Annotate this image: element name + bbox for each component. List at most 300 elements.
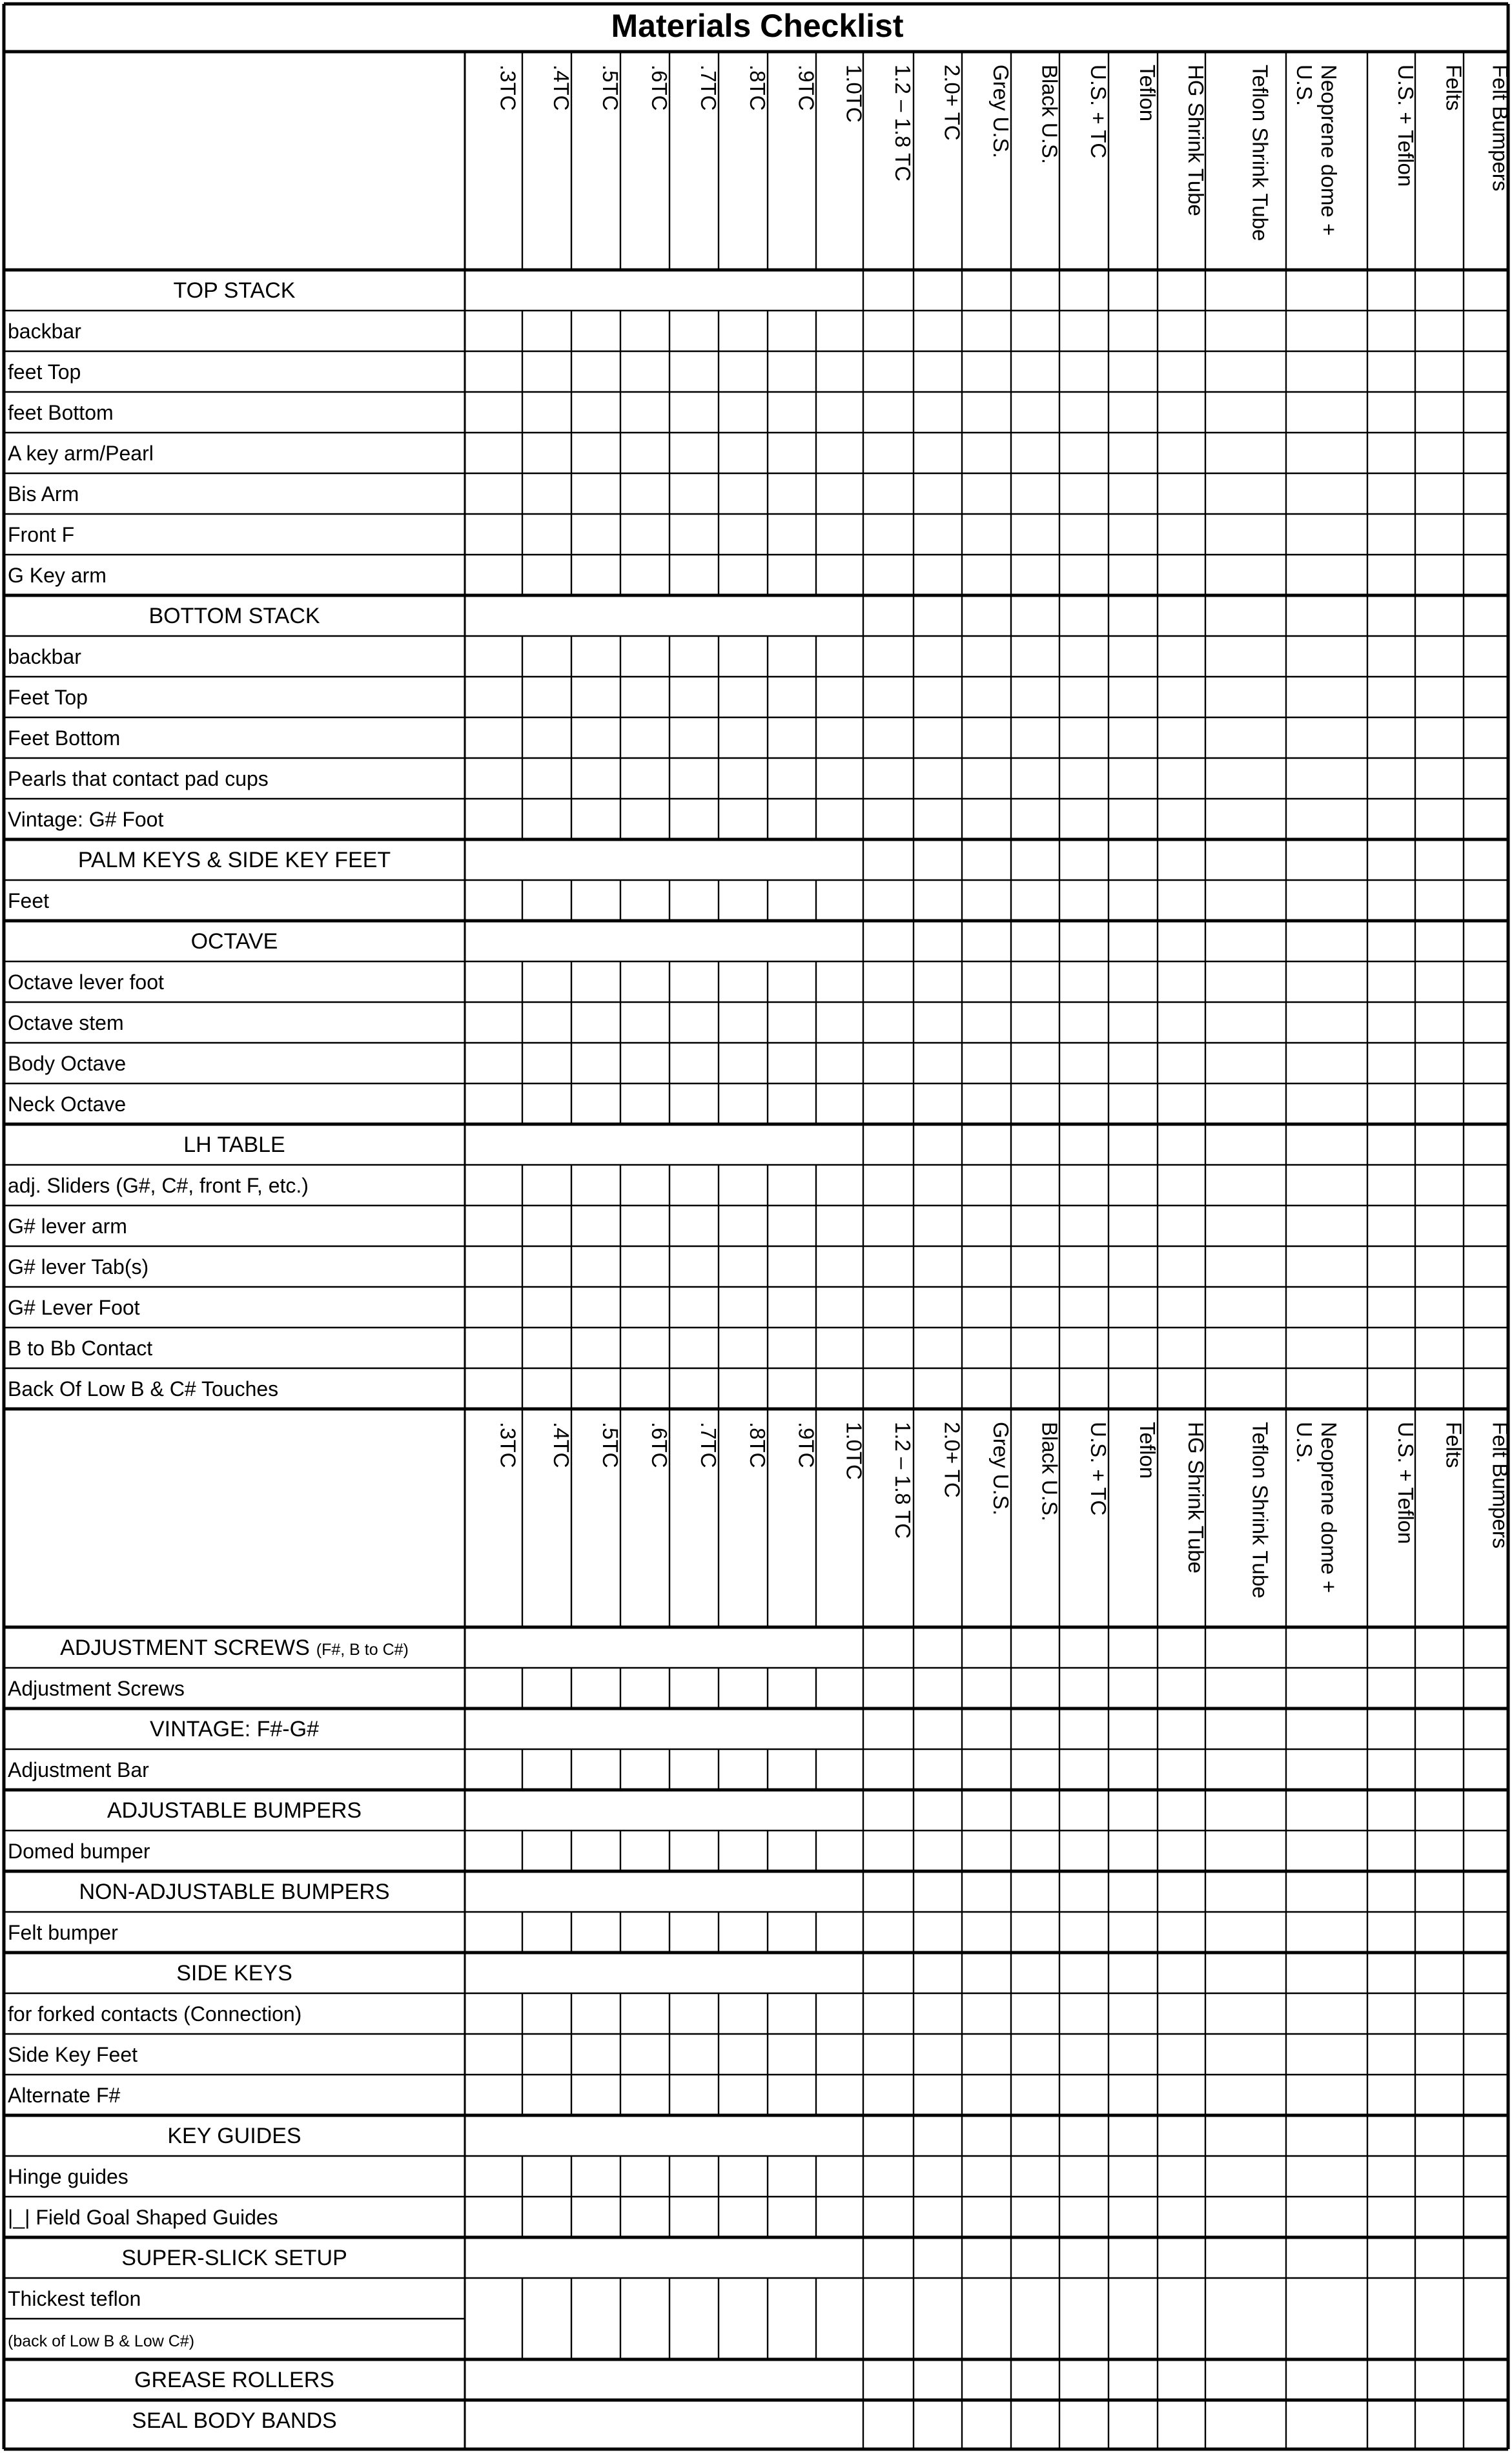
checklist-cell[interactable] (1465, 2279, 1507, 2358)
checklist-cell[interactable] (1416, 1247, 1462, 1286)
checklist-cell[interactable] (817, 678, 862, 716)
checklist-cell[interactable] (1110, 312, 1156, 350)
checklist-cell[interactable] (1207, 1832, 1285, 1870)
checklist-cell[interactable] (1465, 475, 1507, 513)
checklist-cell[interactable] (622, 800, 668, 838)
checklist-cell[interactable] (915, 2198, 961, 2236)
checklist-cell[interactable] (622, 1832, 668, 1870)
checklist-cell[interactable] (1465, 678, 1507, 716)
checklist-cell[interactable] (1287, 1750, 1366, 1789)
checklist-cell[interactable] (466, 1247, 521, 1286)
checklist-cell[interactable] (573, 434, 619, 472)
checklist-cell[interactable] (915, 1329, 961, 1367)
checklist-cell[interactable] (915, 881, 961, 919)
checklist-cell[interactable] (1287, 475, 1366, 513)
checklist-cell[interactable] (1207, 678, 1285, 716)
checklist-cell[interactable] (1416, 2035, 1462, 2073)
checklist-cell[interactable] (720, 963, 766, 1001)
checklist-cell[interactable] (1465, 1288, 1507, 1326)
checklist-cell[interactable] (915, 1288, 961, 1326)
checklist-cell[interactable] (466, 1288, 521, 1326)
checklist-cell[interactable] (622, 2035, 668, 2073)
checklist-cell[interactable] (573, 515, 619, 553)
checklist-cell[interactable] (622, 434, 668, 472)
checklist-cell[interactable] (1287, 759, 1366, 797)
checklist-cell[interactable] (1287, 963, 1366, 1001)
checklist-cell[interactable] (1369, 312, 1414, 350)
checklist-cell[interactable] (573, 2157, 619, 2195)
checklist-cell[interactable] (671, 1913, 717, 1951)
checklist-cell[interactable] (864, 1166, 912, 1204)
checklist-cell[interactable] (573, 678, 619, 716)
checklist-cell[interactable] (769, 1044, 815, 1082)
checklist-cell[interactable] (622, 719, 668, 757)
checklist-cell[interactable] (1287, 2157, 1366, 2195)
checklist-cell[interactable] (1369, 963, 1414, 1001)
checklist-cell[interactable] (864, 353, 912, 391)
checklist-cell[interactable] (864, 800, 912, 838)
checklist-cell[interactable] (817, 1288, 862, 1326)
checklist-cell[interactable] (817, 2198, 862, 2236)
checklist-cell[interactable] (1465, 1166, 1507, 1204)
checklist-cell[interactable] (1061, 515, 1107, 553)
checklist-cell[interactable] (1061, 434, 1107, 472)
checklist-cell[interactable] (1110, 353, 1156, 391)
checklist-cell[interactable] (864, 515, 912, 553)
checklist-cell[interactable] (1207, 2157, 1285, 2195)
checklist-cell[interactable] (1012, 2198, 1058, 2236)
checklist-cell[interactable] (864, 637, 912, 675)
checklist-cell[interactable] (720, 353, 766, 391)
checklist-cell[interactable] (1061, 1750, 1107, 1789)
checklist-cell[interactable] (1110, 2035, 1156, 2073)
checklist-cell[interactable] (769, 1370, 815, 1408)
checklist-cell[interactable] (720, 1750, 766, 1789)
checklist-cell[interactable] (466, 1913, 521, 1951)
checklist-cell[interactable] (963, 2035, 1010, 2073)
checklist-cell[interactable] (1369, 515, 1414, 553)
checklist-cell[interactable] (915, 2157, 961, 2195)
checklist-cell[interactable] (1207, 1669, 1285, 1707)
checklist-cell[interactable] (963, 1995, 1010, 2033)
checklist-cell[interactable] (524, 2198, 570, 2236)
checklist-cell[interactable] (1465, 1913, 1507, 1951)
checklist-cell[interactable] (720, 1995, 766, 2033)
checklist-cell[interactable] (769, 678, 815, 716)
checklist-cell[interactable] (769, 1166, 815, 1204)
checklist-cell[interactable] (1159, 2157, 1204, 2195)
checklist-cell[interactable] (671, 1044, 717, 1082)
checklist-cell[interactable] (1207, 881, 1285, 919)
checklist-cell[interactable] (1159, 719, 1204, 757)
checklist-cell[interactable] (817, 475, 862, 513)
checklist-cell[interactable] (864, 2279, 912, 2358)
checklist-cell[interactable] (671, 475, 717, 513)
checklist-cell[interactable] (622, 475, 668, 513)
checklist-cell[interactable] (1012, 1003, 1058, 1042)
checklist-cell[interactable] (1110, 2279, 1156, 2358)
checklist-cell[interactable] (1159, 556, 1204, 594)
checklist-cell[interactable] (1465, 1207, 1507, 1245)
checklist-cell[interactable] (1287, 1669, 1366, 1707)
checklist-cell[interactable] (1061, 393, 1107, 431)
checklist-cell[interactable] (720, 556, 766, 594)
checklist-cell[interactable] (864, 1044, 912, 1082)
checklist-cell[interactable] (1061, 1288, 1107, 1326)
checklist-cell[interactable] (466, 1832, 521, 1870)
checklist-cell[interactable] (1416, 2198, 1462, 2236)
checklist-cell[interactable] (1110, 1247, 1156, 1286)
checklist-cell[interactable] (1369, 2279, 1414, 2358)
checklist-cell[interactable] (1110, 1288, 1156, 1326)
checklist-cell[interactable] (524, 1995, 570, 2033)
checklist-cell[interactable] (769, 1207, 815, 1245)
checklist-cell[interactable] (1207, 2035, 1285, 2073)
checklist-cell[interactable] (769, 963, 815, 1001)
checklist-cell[interactable] (1207, 1750, 1285, 1789)
checklist-cell[interactable] (963, 1329, 1010, 1367)
checklist-cell[interactable] (573, 637, 619, 675)
checklist-cell[interactable] (817, 1166, 862, 1204)
checklist-cell[interactable] (1159, 2076, 1204, 2114)
checklist-cell[interactable] (963, 2157, 1010, 2195)
checklist-cell[interactable] (1416, 1669, 1462, 1707)
checklist-cell[interactable] (466, 1166, 521, 1204)
checklist-cell[interactable] (671, 800, 717, 838)
checklist-cell[interactable] (1287, 678, 1366, 716)
checklist-cell[interactable] (1207, 759, 1285, 797)
checklist-cell[interactable] (720, 1044, 766, 1082)
checklist-cell[interactable] (524, 1669, 570, 1707)
checklist-cell[interactable] (1012, 1207, 1058, 1245)
checklist-cell[interactable] (1061, 1085, 1107, 1123)
checklist-cell[interactable] (1465, 434, 1507, 472)
checklist-cell[interactable] (720, 1166, 766, 1204)
checklist-cell[interactable] (1369, 1003, 1414, 1042)
checklist-cell[interactable] (573, 2198, 619, 2236)
checklist-cell[interactable] (1369, 393, 1414, 431)
checklist-cell[interactable] (1416, 312, 1462, 350)
checklist-cell[interactable] (466, 800, 521, 838)
checklist-cell[interactable] (817, 515, 862, 553)
checklist-cell[interactable] (1465, 1085, 1507, 1123)
checklist-cell[interactable] (915, 2279, 961, 2358)
checklist-cell[interactable] (1061, 637, 1107, 675)
checklist-cell[interactable] (864, 1247, 912, 1286)
checklist-cell[interactable] (1207, 2076, 1285, 2114)
checklist-cell[interactable] (817, 2035, 862, 2073)
checklist-cell[interactable] (963, 312, 1010, 350)
checklist-cell[interactable] (1207, 1288, 1285, 1326)
checklist-cell[interactable] (1416, 434, 1462, 472)
checklist-cell[interactable] (963, 1085, 1010, 1123)
checklist-cell[interactable] (524, 1288, 570, 1326)
checklist-cell[interactable] (671, 434, 717, 472)
checklist-cell[interactable] (466, 759, 521, 797)
checklist-cell[interactable] (524, 1044, 570, 1082)
checklist-cell[interactable] (1159, 1166, 1204, 1204)
checklist-cell[interactable] (1110, 637, 1156, 675)
checklist-cell[interactable] (963, 1247, 1010, 1286)
checklist-cell[interactable] (1207, 393, 1285, 431)
checklist-cell[interactable] (1465, 1750, 1507, 1789)
checklist-cell[interactable] (769, 2157, 815, 2195)
checklist-cell[interactable] (864, 1207, 912, 1245)
checklist-cell[interactable] (817, 2279, 862, 2358)
checklist-cell[interactable] (1465, 963, 1507, 1001)
checklist-cell[interactable] (524, 1913, 570, 1951)
checklist-cell[interactable] (1159, 1247, 1204, 1286)
checklist-cell[interactable] (769, 637, 815, 675)
checklist-cell[interactable] (573, 1750, 619, 1789)
checklist-cell[interactable] (1159, 1750, 1204, 1789)
checklist-cell[interactable] (466, 475, 521, 513)
checklist-cell[interactable] (1465, 2157, 1507, 2195)
checklist-cell[interactable] (769, 2198, 815, 2236)
checklist-cell[interactable] (1110, 1913, 1156, 1951)
checklist-cell[interactable] (769, 434, 815, 472)
checklist-cell[interactable] (466, 1669, 521, 1707)
checklist-cell[interactable] (769, 1913, 815, 1951)
checklist-cell[interactable] (466, 1207, 521, 1245)
checklist-cell[interactable] (915, 1370, 961, 1408)
checklist-cell[interactable] (671, 2157, 717, 2195)
checklist-cell[interactable] (1416, 475, 1462, 513)
checklist-cell[interactable] (671, 2279, 717, 2358)
checklist-cell[interactable] (769, 2076, 815, 2114)
checklist-cell[interactable] (1369, 1995, 1414, 2033)
checklist-cell[interactable] (622, 1044, 668, 1082)
checklist-cell[interactable] (963, 1913, 1010, 1951)
checklist-cell[interactable] (524, 1085, 570, 1123)
checklist-cell[interactable] (466, 1003, 521, 1042)
checklist-cell[interactable] (1207, 800, 1285, 838)
checklist-cell[interactable] (1369, 1288, 1414, 1326)
checklist-cell[interactable] (1287, 2076, 1366, 2114)
checklist-cell[interactable] (466, 2035, 521, 2073)
checklist-cell[interactable] (1207, 1044, 1285, 1082)
checklist-cell[interactable] (1369, 678, 1414, 716)
checklist-cell[interactable] (671, 312, 717, 350)
checklist-cell[interactable] (622, 556, 668, 594)
checklist-cell[interactable] (1110, 1832, 1156, 1870)
checklist-cell[interactable] (1207, 2279, 1285, 2358)
checklist-cell[interactable] (1012, 678, 1058, 716)
checklist-cell[interactable] (817, 1669, 862, 1707)
checklist-cell[interactable] (720, 1003, 766, 1042)
checklist-cell[interactable] (1416, 963, 1462, 1001)
checklist-cell[interactable] (864, 1913, 912, 1951)
checklist-cell[interactable] (1287, 1329, 1366, 1367)
checklist-cell[interactable] (671, 1003, 717, 1042)
checklist-cell[interactable] (1061, 800, 1107, 838)
checklist-cell[interactable] (573, 1288, 619, 1326)
checklist-cell[interactable] (524, 2157, 570, 2195)
checklist-cell[interactable] (769, 1085, 815, 1123)
checklist-cell[interactable] (573, 800, 619, 838)
checklist-cell[interactable] (622, 1370, 668, 1408)
checklist-cell[interactable] (1061, 759, 1107, 797)
checklist-cell[interactable] (915, 719, 961, 757)
checklist-cell[interactable] (1159, 1329, 1204, 1367)
checklist-cell[interactable] (1369, 2157, 1414, 2195)
checklist-cell[interactable] (1159, 2198, 1204, 2236)
checklist-cell[interactable] (466, 353, 521, 391)
checklist-cell[interactable] (671, 1370, 717, 1408)
checklist-cell[interactable] (720, 678, 766, 716)
checklist-cell[interactable] (864, 963, 912, 1001)
checklist-cell[interactable] (1287, 2198, 1366, 2236)
checklist-cell[interactable] (466, 1750, 521, 1789)
checklist-cell[interactable] (769, 1003, 815, 1042)
checklist-cell[interactable] (720, 759, 766, 797)
checklist-cell[interactable] (864, 1370, 912, 1408)
checklist-cell[interactable] (1416, 1044, 1462, 1082)
checklist-cell[interactable] (1159, 678, 1204, 716)
checklist-cell[interactable] (1416, 881, 1462, 919)
checklist-cell[interactable] (1369, 1832, 1414, 1870)
checklist-cell[interactable] (963, 353, 1010, 391)
checklist-cell[interactable] (864, 678, 912, 716)
checklist-cell[interactable] (466, 1085, 521, 1123)
checklist-cell[interactable] (524, 312, 570, 350)
checklist-cell[interactable] (1012, 1370, 1058, 1408)
checklist-cell[interactable] (573, 312, 619, 350)
checklist-cell[interactable] (817, 393, 862, 431)
checklist-cell[interactable] (622, 1288, 668, 1326)
checklist-cell[interactable] (1159, 434, 1204, 472)
checklist-cell[interactable] (671, 1750, 717, 1789)
checklist-cell[interactable] (671, 515, 717, 553)
checklist-cell[interactable] (1207, 963, 1285, 1001)
checklist-cell[interactable] (1287, 1044, 1366, 1082)
checklist-cell[interactable] (1159, 1995, 1204, 2033)
checklist-cell[interactable] (1416, 1288, 1462, 1326)
checklist-cell[interactable] (963, 1669, 1010, 1707)
checklist-cell[interactable] (769, 1288, 815, 1326)
checklist-cell[interactable] (1207, 434, 1285, 472)
checklist-cell[interactable] (466, 1370, 521, 1408)
checklist-cell[interactable] (864, 1995, 912, 2033)
checklist-cell[interactable] (915, 1995, 961, 2033)
checklist-cell[interactable] (622, 881, 668, 919)
checklist-cell[interactable] (864, 2076, 912, 2114)
checklist-cell[interactable] (1110, 515, 1156, 553)
checklist-cell[interactable] (1159, 1003, 1204, 1042)
checklist-cell[interactable] (1012, 759, 1058, 797)
checklist-cell[interactable] (1012, 393, 1058, 431)
checklist-cell[interactable] (671, 963, 717, 1001)
checklist-cell[interactable] (1061, 1669, 1107, 1707)
checklist-cell[interactable] (524, 2279, 570, 2358)
checklist-cell[interactable] (466, 2076, 521, 2114)
checklist-cell[interactable] (1465, 2076, 1507, 2114)
checklist-cell[interactable] (1287, 1995, 1366, 2033)
checklist-cell[interactable] (671, 2035, 717, 2073)
checklist-cell[interactable] (573, 556, 619, 594)
checklist-cell[interactable] (769, 1247, 815, 1286)
checklist-cell[interactable] (915, 1166, 961, 1204)
checklist-cell[interactable] (524, 1370, 570, 1408)
checklist-cell[interactable] (720, 1832, 766, 1870)
checklist-cell[interactable] (622, 2198, 668, 2236)
checklist-cell[interactable] (817, 963, 862, 1001)
checklist-cell[interactable] (1465, 556, 1507, 594)
checklist-cell[interactable] (622, 1913, 668, 1951)
checklist-cell[interactable] (1207, 312, 1285, 350)
checklist-cell[interactable] (573, 1207, 619, 1245)
checklist-cell[interactable] (864, 1003, 912, 1042)
checklist-cell[interactable] (1369, 434, 1414, 472)
checklist-cell[interactable] (915, 759, 961, 797)
checklist-cell[interactable] (817, 1995, 862, 2033)
checklist-cell[interactable] (1159, 515, 1204, 553)
checklist-cell[interactable] (671, 1085, 717, 1123)
checklist-cell[interactable] (720, 1329, 766, 1367)
checklist-cell[interactable] (524, 678, 570, 716)
checklist-cell[interactable] (1110, 1370, 1156, 1408)
checklist-cell[interactable] (769, 1750, 815, 1789)
checklist-cell[interactable] (573, 2076, 619, 2114)
checklist-cell[interactable] (1416, 2279, 1462, 2358)
checklist-cell[interactable] (1207, 1247, 1285, 1286)
checklist-cell[interactable] (1287, 1370, 1366, 1408)
checklist-cell[interactable] (915, 1669, 961, 1707)
checklist-cell[interactable] (1416, 1003, 1462, 1042)
checklist-cell[interactable] (573, 1085, 619, 1123)
checklist-cell[interactable] (1287, 1166, 1366, 1204)
checklist-cell[interactable] (622, 1329, 668, 1367)
checklist-cell[interactable] (1061, 1003, 1107, 1042)
checklist-cell[interactable] (1061, 1166, 1107, 1204)
checklist-cell[interactable] (1110, 800, 1156, 838)
checklist-cell[interactable] (1110, 678, 1156, 716)
checklist-cell[interactable] (720, 312, 766, 350)
checklist-cell[interactable] (817, 1207, 862, 1245)
checklist-cell[interactable] (1061, 2157, 1107, 2195)
checklist-cell[interactable] (573, 475, 619, 513)
checklist-cell[interactable] (1159, 1913, 1204, 1951)
checklist-cell[interactable] (1465, 759, 1507, 797)
checklist-cell[interactable] (1159, 393, 1204, 431)
checklist-cell[interactable] (1012, 1832, 1058, 1870)
checklist-cell[interactable] (963, 2279, 1010, 2358)
checklist-cell[interactable] (671, 719, 717, 757)
checklist-cell[interactable] (963, 800, 1010, 838)
checklist-cell[interactable] (769, 759, 815, 797)
checklist-cell[interactable] (915, 678, 961, 716)
checklist-cell[interactable] (817, 1832, 862, 1870)
checklist-cell[interactable] (671, 678, 717, 716)
checklist-cell[interactable] (915, 556, 961, 594)
checklist-cell[interactable] (1012, 719, 1058, 757)
checklist-cell[interactable] (622, 2157, 668, 2195)
checklist-cell[interactable] (1061, 312, 1107, 350)
checklist-cell[interactable] (622, 353, 668, 391)
checklist-cell[interactable] (1207, 2198, 1285, 2236)
checklist-cell[interactable] (963, 1044, 1010, 1082)
checklist-cell[interactable] (1159, 1669, 1204, 1707)
checklist-cell[interactable] (1061, 1995, 1107, 2033)
checklist-cell[interactable] (720, 393, 766, 431)
checklist-cell[interactable] (1207, 637, 1285, 675)
checklist-cell[interactable] (1159, 800, 1204, 838)
checklist-cell[interactable] (963, 556, 1010, 594)
checklist-cell[interactable] (466, 515, 521, 553)
checklist-cell[interactable] (1012, 1166, 1058, 1204)
checklist-cell[interactable] (1465, 800, 1507, 838)
checklist-cell[interactable] (769, 1995, 815, 2033)
